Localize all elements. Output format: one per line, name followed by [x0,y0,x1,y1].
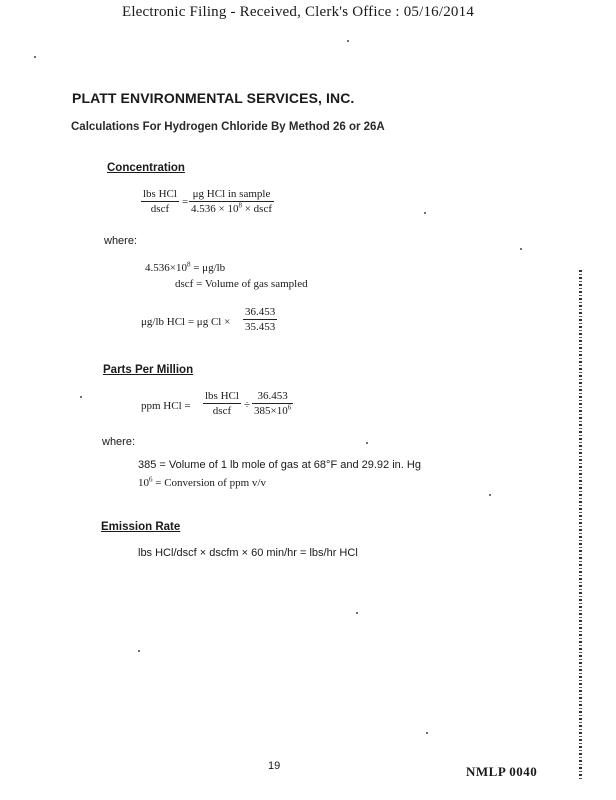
emission-heading: Emission Rate [101,521,181,533]
fraction-bar [203,403,241,404]
ppm-fraction-2-denominator [252,405,293,417]
fraction-bar [243,319,277,320]
scan-speck [356,612,358,614]
ppm-fraction-1-numerator: lbs HCl [205,390,239,402]
conversion-denominator: 35.453 [245,321,276,333]
scan-speck [424,212,426,214]
scan-edge-artifact [579,270,582,780]
concentration-conversion-lhs: μg/lb HCl = μg Cl × [141,316,231,328]
ppm-divide: ÷ [244,399,251,411]
exponent: 6 [287,403,292,412]
emission-formula: lbs HCl/dscf × dscfm × 60 min/hr = lbs/hr HCl [138,547,358,559]
bates-stamp: NMLP 0040 [466,764,538,779]
concentration-lhs-denominator: dscf [150,203,170,215]
definition-text: = Conversion of ppm v/v [152,477,266,489]
concentration-def-ug-per-lb [145,262,225,274]
scan-speck [80,396,82,398]
concentration-lhs-numerator: lbs HCl [143,188,177,200]
ppm-heading: Parts Per Million [103,364,194,376]
definition-value: 10 [138,477,149,489]
concentration-heading: Concentration [107,162,185,174]
fraction-bar [189,201,274,202]
conversion-numerator: 36.453 [245,306,276,318]
concentration-def-dscf: dscf = Volume of gas sampled [175,278,308,290]
concentration-rhs-denominator [189,203,274,215]
exponent: 6 [149,475,153,484]
definition-value: 4.536×10 [145,262,187,274]
company-name: PLATT ENVIRONMENTAL SERVICES, INC. [72,90,355,106]
exponent: 8 [186,260,191,269]
ppm-fraction-1-denominator: dscf [212,405,232,417]
scan-speck [34,56,36,58]
concentration-lhs-fraction [141,188,179,215]
filing-header: Electronic Filing - Received, Clerk's Office : 05/16/2014 [121,4,475,20]
concentration-rhs-numerator: μg HCl in sample [192,188,271,200]
concentration-rhs-fraction [189,188,274,215]
scan-speck [520,248,522,250]
scan-speck [347,40,349,42]
document-subtitle: Calculations For Hydrogen Chloride By Method 26 or 26A [71,121,385,133]
scan-speck [138,650,140,652]
denominator-value: 4.536 × 10 [191,203,239,215]
ppm-def-385: 385 = Volume of 1 lb mole of gas at 68°F and 29.92 in. Hg [138,459,421,471]
ppm-def-conversion [138,477,266,489]
concentration-where: where: [104,235,138,247]
scan-speck [366,442,368,444]
exponent: 8 [238,201,242,210]
fraction-bar [141,201,179,202]
ppm-lhs: ppm HCl = [141,400,191,412]
ppm-fraction-1 [203,390,241,417]
concentration-conversion-fraction [243,306,277,333]
ppm-fraction-2 [252,390,293,417]
concentration-equals: = [182,196,189,208]
ppm-fraction-2-numerator: 36.453 [257,390,288,402]
scan-speck [489,494,491,496]
ppm-where: where: [102,436,136,448]
denominator-value: 385×10 [254,405,288,417]
denominator-unit: × dscf [241,203,272,215]
page-number: 19 [268,760,281,772]
definition-text: = μg/lb [190,262,226,274]
scan-speck [426,732,428,734]
